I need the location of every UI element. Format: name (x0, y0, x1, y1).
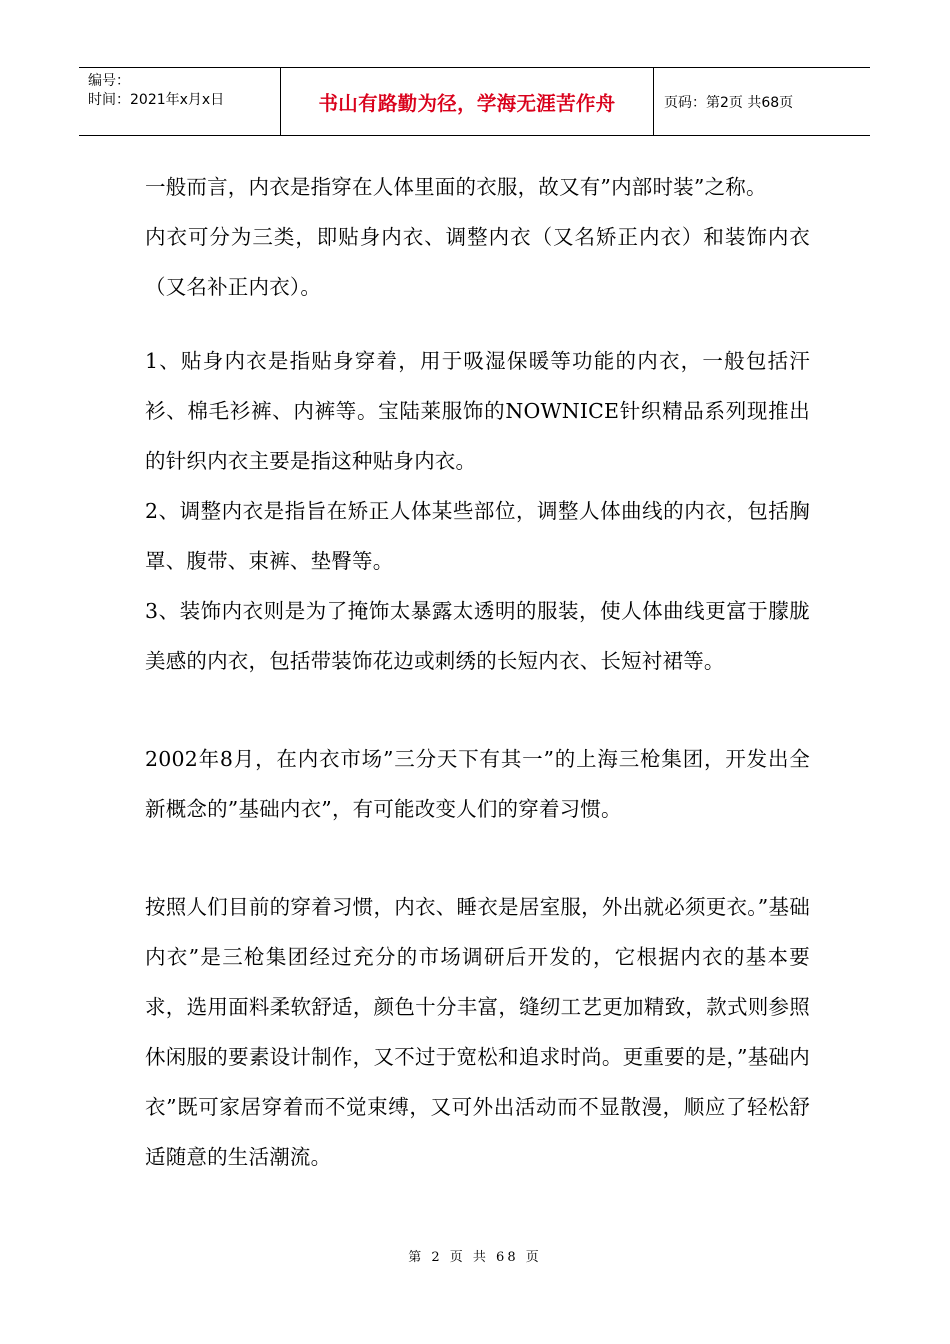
header-page-info: 页码：第2页 共68页 (664, 94, 794, 111)
paragraph-categories: 内衣可分为三类，即贴身内衣、调整内衣（又名矫正内衣）和装饰内衣（又名补正内衣）。 (145, 225, 810, 299)
document-number-label: 编号： (88, 73, 130, 89)
paragraph-item-2: 2、调整内衣是指旨在矫正人体某些部位，调整人体曲线的内衣，包括胸罩、腹带、束裤、垫臀等。 (145, 499, 810, 573)
paragraph-item-3: 3、装饰内衣则是为了掩饰太暴露太透明的服装，使人体曲线更富于朦胧美感的内衣，包括带装饰花边或刺绣的长短内衣、长短衬裙等。 (145, 599, 810, 673)
paragraph-history: 2002年8月，在内衣市场”三分天下有其一”的上海三枪集团，开发出全新概念的”基础内衣”，有可能改变人们的穿着习惯。 (145, 747, 810, 821)
paragraph-spacer (145, 686, 810, 734)
paragraph-spacer (145, 312, 810, 336)
page-footer: 第 2 页 共 68 页 (408, 1250, 542, 1265)
paragraph-spacer (145, 834, 810, 882)
document-header (79, 67, 870, 136)
header-motto-cell (281, 68, 654, 135)
paragraph-intro: 一般而言，内衣是指穿在人体里面的衣服，故又有”内部时装”之称。 (145, 175, 767, 199)
header-meta-cell (79, 68, 281, 135)
document-body (145, 162, 810, 1182)
header-page-cell (654, 68, 870, 135)
document-date-label: 时间：2021年x月x日 (88, 92, 225, 108)
header-motto: 书山有路勤为径，学海无涯苦作舟 (318, 91, 616, 115)
paragraph-habits: 按照人们目前的穿着习惯，内衣、睡衣是居室服，外出就必须更衣。”基础内衣”是三枪集团经过充分的市场调研后开发的，它根据内衣的基本要求，选用面料柔软舒适，颜色十分丰富，缝纫工艺更加精致，款式则参照休闲服的要素设计制作，又不过于宽松和追求时尚。更重要的是，”基础内衣”既可家居穿着而不觉束缚，又可外出活动而不显散漫，顺应了轻松舒适随意的生活潮流。 (145, 895, 810, 1169)
paragraph-item-1: 1、贴身内衣是指贴身穿着，用于吸湿保暖等功能的内衣，一般包括汗衫、棉毛衫裤、内裤等。宝陆莱服饰的NOWNICE针织精品系列现推出的针织内衣主要是指这种贴身内衣。 (145, 349, 810, 473)
